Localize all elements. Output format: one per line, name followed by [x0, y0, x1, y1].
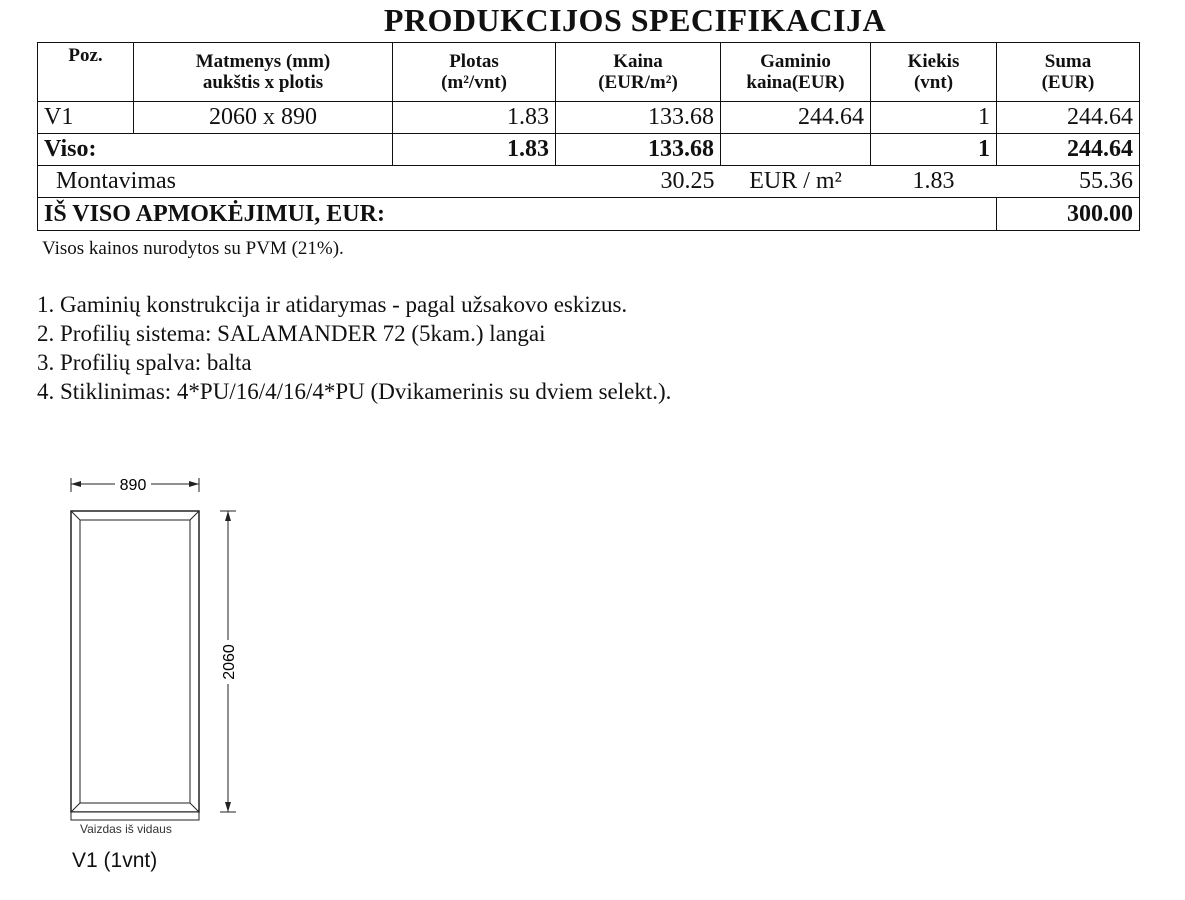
cell-plotas: 1.83 — [393, 102, 556, 134]
list-item: 2. Profilių sistema: SALAMANDER 72 (5kam.) langai — [37, 321, 546, 346]
header-plotas: Plotas (m²/vnt) — [393, 43, 556, 102]
cell-matmenys: 2060 x 890 — [134, 102, 393, 134]
cell-montavimas-kiekis: 1.83 — [871, 166, 997, 198]
table-row — [38, 102, 1140, 134]
item-label: V1 (1vnt) — [72, 849, 158, 872]
cell-total-label: IŠ VISO APMOKĖJIMUI, EUR: — [38, 198, 997, 231]
header-poz: Poz. — [38, 43, 134, 102]
cell-kaina: 133.68 — [556, 102, 721, 134]
notes-list — [37, 290, 671, 406]
header-gaminio-kaina: Gaminio kaina(EUR) — [721, 43, 871, 102]
cell-visos-suma: 244.64 — [997, 134, 1140, 166]
cell-visos-label: Viso: — [38, 134, 393, 166]
vat-note: Visos kainos nurodytos su PVM (21%). — [42, 238, 344, 259]
cell-kiekis: 1 — [871, 102, 997, 134]
cell-poz: V1 — [38, 102, 134, 134]
cell-gaminio-kaina: 244.64 — [721, 102, 871, 134]
specification-table — [37, 42, 1139, 231]
document-title: PRODUKCIJOS SPECIFIKACIJA — [383, 2, 887, 38]
window-sill — [71, 812, 199, 820]
header-kaina: Kaina (EUR/m²) — [556, 43, 721, 102]
cell-suma: 244.64 — [997, 102, 1140, 134]
window-sash — [80, 520, 190, 803]
view-caption: Vaizdas iš vidaus — [80, 822, 172, 836]
list-item: 3. Profilių spalva: balta — [37, 350, 252, 375]
cell-visos-kiekis: 1 — [871, 134, 997, 166]
list-item: 1. Gaminių konstrukcija ir atidarymas - pagal užsakovo eskizus. — [37, 292, 628, 317]
cell-visos-plotas: 1.83 — [393, 134, 556, 166]
table-header-row — [38, 43, 1140, 102]
list-item: 4. Stiklinimas: 4*PU/16/4/16/4*PU (Dvikamerinis su dviem selekt.). — [37, 379, 672, 404]
header-kiekis: Kiekis (vnt) — [871, 43, 997, 102]
header-matmenys: Matmenys (mm) aukštis x plotis — [134, 43, 393, 102]
window-drawing — [0, 460, 300, 840]
cell-montavimas-suma: 55.36 — [997, 166, 1140, 198]
table-row-total — [38, 198, 1140, 231]
cell-total-suma: 300.00 — [997, 198, 1140, 231]
header-suma: Suma (EUR) — [997, 43, 1140, 102]
cell-visos-empty — [721, 134, 871, 166]
cell-montavimas-unit: EUR / m² — [721, 166, 871, 198]
width-dimension-label: 890 — [119, 477, 147, 494]
cell-visos-kaina: 133.68 — [556, 134, 721, 166]
table-row-montavimas — [38, 166, 1140, 198]
cell-montavimas-kaina: 30.25 — [556, 166, 721, 198]
cell-montavimas-label: Montavimas — [38, 166, 556, 198]
table-row-visos — [38, 134, 1140, 166]
height-dimension-label: 2060 — [221, 644, 238, 680]
